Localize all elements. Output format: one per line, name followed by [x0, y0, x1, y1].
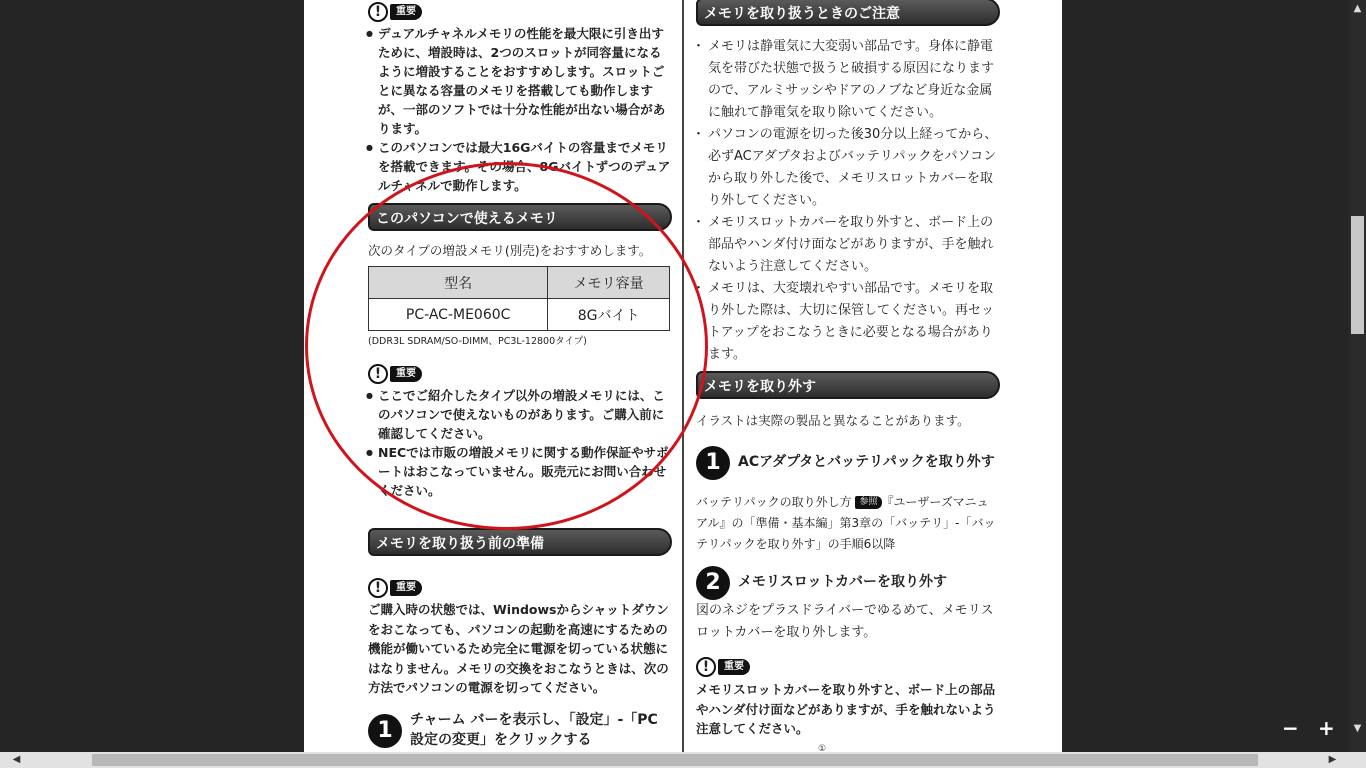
step-body: 図のネジをプラスドライバーでゆるめて、メモリスロットカバーを取り外します。: [696, 603, 994, 640]
table-header-model: 型名: [369, 267, 548, 299]
important-label: [368, 2, 422, 22]
step-body-text: バッテリパックの取り外し方: [696, 495, 852, 509]
scroll-left-icon[interactable]: ◀: [12, 754, 21, 765]
handling-cautions-list: [696, 36, 1000, 366]
step-body: [696, 492, 1000, 555]
vertical-scrollbar[interactable]: [1349, 0, 1366, 752]
section-title-remove-memory: メモリを取り外す: [696, 371, 1000, 399]
table-cell-model: PC-AC-ME060C: [369, 299, 548, 331]
list-item: ● NECでは市販の増設メモリに関する動作保証やサポートはおこなっていません。販売元にお問い合わせください。: [366, 443, 672, 500]
section-title-preparation: メモリを取り扱う前の準備: [368, 528, 672, 556]
table-note: (DDR3L SDRAM/SO-DIMM、PC3L-12800タイプ): [368, 336, 587, 347]
step-number-icon: 1: [696, 446, 730, 480]
important-tag: 重要: [718, 659, 750, 675]
step-title: メモリスロットカバーを取り外す: [738, 574, 948, 590]
step-body-text: 『ユーザーズマニュアル』の「準備・基本編」第3章の「バッテリ」-「バッテリパックを取り外す」の手順6以降: [696, 495, 996, 551]
list-item: ・ メモリは静電気に大変弱い部品です。身体に静電気を帯びた状態で扱うと破損する原因になりますので、アルミサッシやドアのノブなど身近な金属に触れて静電気を取り除いてください。: [696, 36, 1000, 124]
important-tag: 重要: [390, 580, 422, 596]
list-item: ・ メモリは、大変壊れやすい部品です。メモリを取り外した際は、大切に保管してください。再セットアップをおこなうときに必要となる場合があります。: [696, 278, 1000, 366]
list-item: ● デュアルチャネルメモリの性能を最大限に引き出すために、増設時は、2つのスロットが同容量になるように増設することをおすすめします。スロットごとに異なる容量のメモリを搭載しても動作しますが、一部のソフトでは十分な性能が出ない場合があります。: [366, 24, 672, 138]
preparation-note: ご購入時の状態では、Windowsからシャットダウンをおこなっても、パソコンの起動を高速にするための機能が働いているため完全に電源を切っている状態にはなりません。メモリの交換をおこなうときは、次の方法でパソコンの電源を切ってください。: [368, 602, 669, 695]
important-label: [368, 578, 422, 598]
important-tag: 重要: [390, 4, 422, 20]
step-number-icon: 1: [368, 714, 402, 748]
step-title: ACアダプタとバッテリパックを取り外す: [738, 454, 995, 470]
scroll-down-icon[interactable]: ▼: [1353, 723, 1362, 734]
table-header-capacity: メモリ容量: [548, 267, 670, 299]
exclamation-icon: !: [368, 578, 388, 598]
table-cell-capacity: 8Gバイト: [548, 299, 670, 331]
vertical-scroll-thumb[interactable]: [1351, 216, 1364, 334]
list-item: ・ パソコンの電源を切った後30分以上経ってから、必ずACアダプタおよびバッテリパックをパソコンから取り外した後で、メモリスロットカバーを取り外してください。: [696, 124, 1000, 212]
list-item: ● このパソコンでは最大16Gバイトの容量までメモリを搭載できます。その場合、8Gバイトずつのデュアルチャネルで動作します。: [366, 138, 672, 195]
section-title-handling-cautions: メモリを取り扱うときのご注意: [696, 0, 1000, 26]
section-title-usable-memory: このパソコンで使えるメモリ: [368, 203, 672, 231]
zoom-out-button[interactable]: −: [1282, 716, 1299, 740]
reference-tag: 参照: [855, 496, 881, 509]
step-number-icon: 2: [696, 566, 730, 600]
scroll-right-icon[interactable]: ▶: [1328, 754, 1337, 765]
zoom-in-button[interactable]: +: [1318, 716, 1335, 740]
remove-cover-note: メモリスロットカバーを取り外すと、ボード上の部品やハンダ付け面などがありますが、手を触れないよう注意してください。: [696, 682, 996, 736]
usable-memory-intro: 次のタイプの増設メモリ(別売)をおすすめします。: [368, 243, 652, 258]
exclamation-icon: !: [368, 364, 388, 384]
exclamation-icon: !: [368, 2, 388, 22]
important-label: [696, 657, 750, 677]
red-circle-annotation: [305, 162, 708, 530]
scroll-up-icon[interactable]: ▲: [1353, 3, 1362, 14]
exclamation-icon: !: [696, 657, 716, 677]
horizontal-scrollbar[interactable]: [0, 752, 1366, 768]
list-item: ・ メモリスロットカバーを取り外すと、ボード上の部品やハンダ付け面などがありますが、手を触れないよう注意してください。: [696, 212, 1000, 278]
horizontal-scroll-thumb[interactable]: [92, 754, 1258, 766]
illustration-note: イラストは実際の製品と異なることがあります。: [696, 413, 970, 428]
step-title: チャーム バーを表示し、「設定」-「PC 設定の変更」をクリックする: [410, 712, 658, 748]
important-tag: 重要: [390, 366, 422, 382]
page-number: ①: [818, 744, 827, 752]
list-item: ● ここでご紹介したタイプ以外の増設メモリには、このパソコンで使えないものがあります。ご購入前に確認してください。: [366, 386, 672, 443]
